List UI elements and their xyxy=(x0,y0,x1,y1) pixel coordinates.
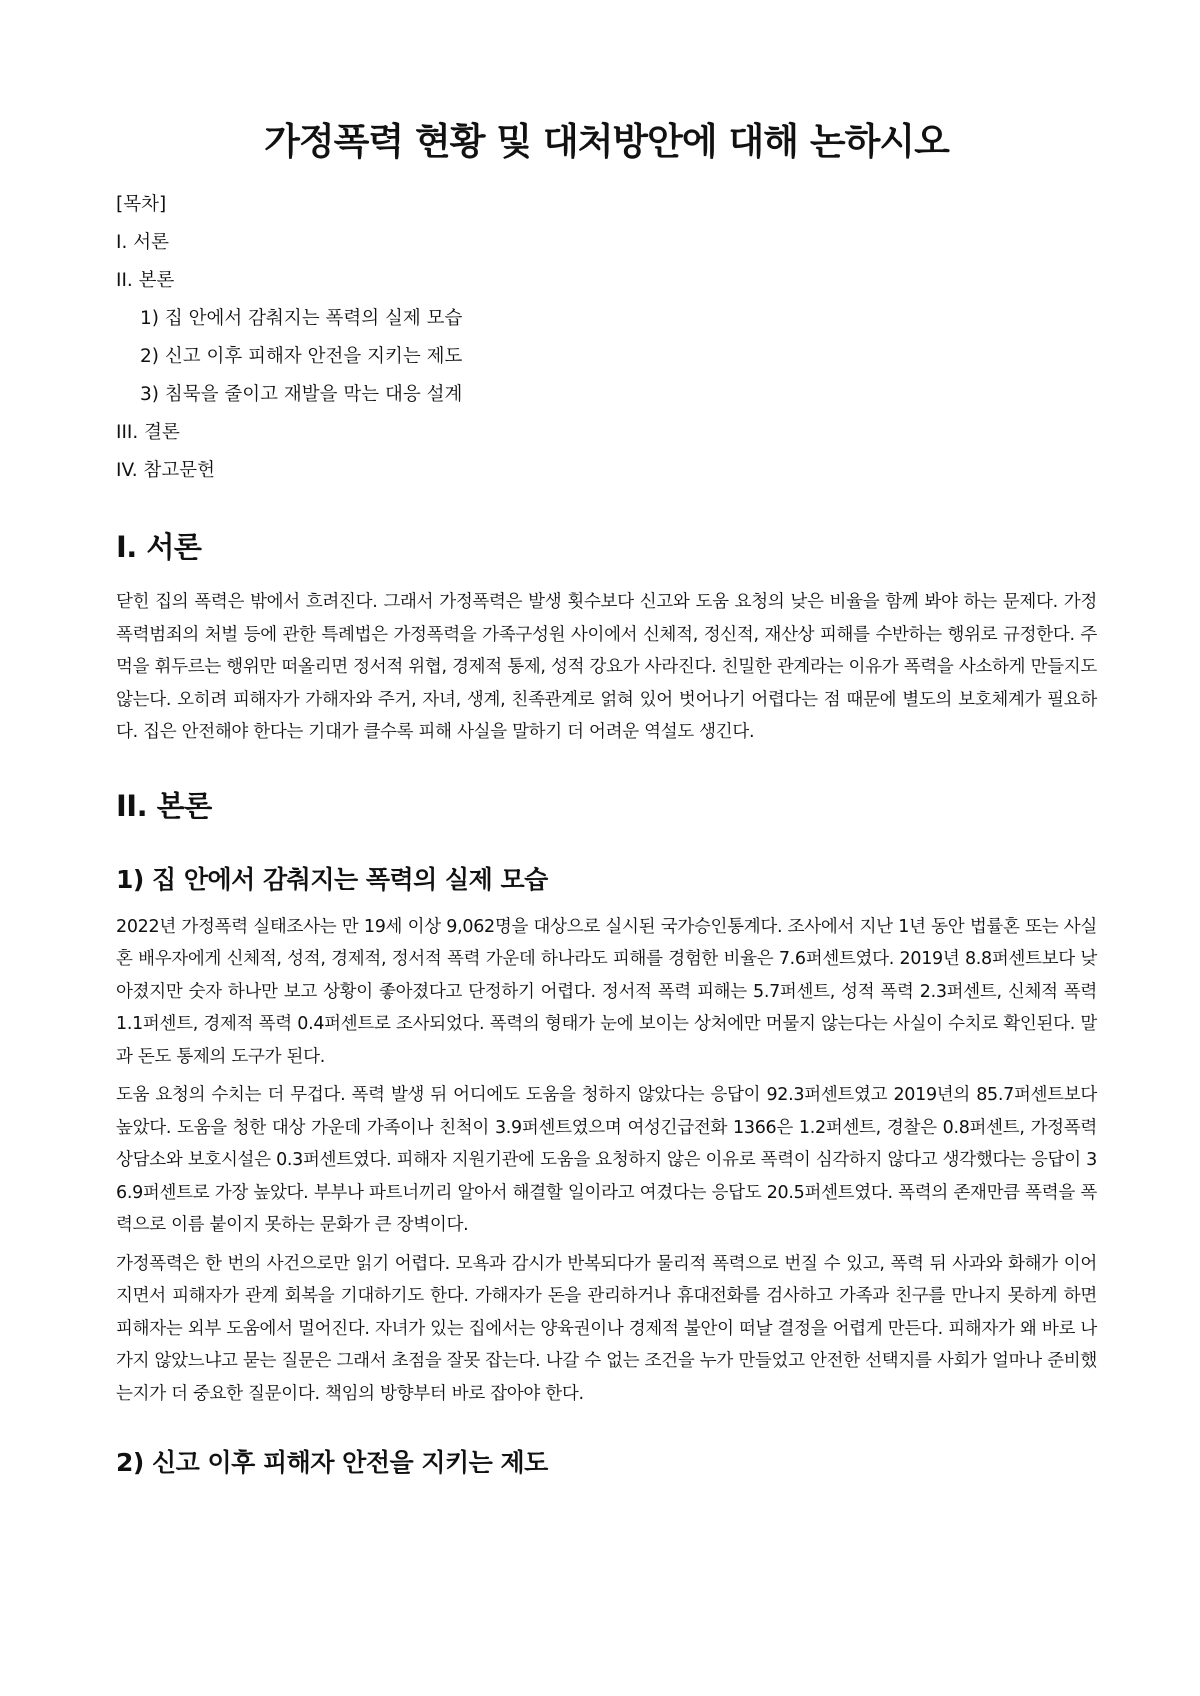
toc-item-intro: I. 서론 xyxy=(116,232,169,253)
body-heading: II. 본론 xyxy=(116,788,212,823)
toc-item-body-2: 2) 신고 이후 피해자 안전을 지키는 제도 xyxy=(140,346,463,367)
toc-item-body-1: 1) 집 안에서 감춰지는 폭력의 실제 모습 xyxy=(140,308,463,329)
toc-item-body: II. 본론 xyxy=(116,270,175,291)
intro-heading: I. 서론 xyxy=(116,530,202,564)
document-title: 가정폭력 현황 및 대처방안에 대해 논하시오 xyxy=(264,120,949,163)
toc-heading: [목차] xyxy=(116,194,167,215)
table-of-contents xyxy=(116,186,1097,490)
section1-paragraph-3: 가정폭력은 한 번의 사건으로만 읽기 어렵다. 모욕과 감시가 반복되다가 물리적 폭력으로 번질 수 있고, 폭력 뒤 사과와 화해가 이어지면서 피해자가 관계 회복을 기대하기도 한다. 가해자가 돈을 관리하거나 휴대전화를 검사하고 가족과 친구를 만나지 못하게 하면 피해자는 외부 도움에서 멀어진다. 자녀가 있는 집에서는 양육권이나 경제적 불안이 떠날 결정을 어렵게 만든다. 피해자가 왜 바로 나가지 않았느냐고 묻는 질문은 그래서 초점을 잘못 잡는다. 나갈 수 없는 조건을 누가 만들었고 안전한 선택지를 사회가 얼마나 준비했는지가 더 중요한 질문이다. 책임의 방향부터 바로 잡아야 한다. xyxy=(116,1253,1097,1404)
toc-item-conclusion: III. 결론 xyxy=(116,422,180,443)
intro-paragraph: 닫힌 집의 폭력은 밖에서 흐려진다. 그래서 가정폭력은 발생 횟수보다 신고와 도움 요청의 낮은 비율을 함께 봐야 하는 문제다. 가정폭력범죄의 처벌 등에 관한 특례법은 가정폭력을 가족구성원 사이에서 신체적, 정신적, 재산상 피해를 수반하는 행위로 규정한다. 주먹을 휘두르는 행위만 떠올리면 정서적 위협, 경제적 통제, 성적 강요가 사라진다. 친밀한 관계라는 이유가 폭력을 사소하게 만들지도 않는다. 오히려 피해자가 가해자와 주거, 자녀, 생계, 친족관계로 얽혀 있어 벗어나기 어렵다는 점 때문에 별도의 보호체계가 필요하다. 집은 안전해야 한다는 기대가 클수록 피해 사실을 말하기 더 어려운 역설도 생긴다. xyxy=(116,592,1097,742)
toc-item-body-3: 3) 침묵을 줄이고 재발을 막는 대응 설계 xyxy=(140,384,463,405)
toc-item-references: IV. 참고문헌 xyxy=(116,460,215,481)
section1-heading: 1) 집 안에서 감춰지는 폭력의 실제 모습 xyxy=(116,864,548,894)
section1-paragraph-1: 2022년 가정폭력 실태조사는 만 19세 이상 9,062명을 대상으로 실시된 국가승인통계다. 조사에서 지난 1년 동안 법률혼 또는 사실혼 배우자에게 신체적, 성적, 경제적, 정서적 폭력 가운데 하나라도 피해를 경험한 비율은 7.6퍼센트였다. 2019년 8.8퍼센트보다 낮아졌지만 숫자 하나만 보고 상황이 좋아졌다고 단정하기 어렵다. 정서적 폭력 피해는 5.7퍼센트, 성적 폭력 2.3퍼센트, 신체적 폭력 1.1퍼센트, 경제적 폭력 0.4퍼센트로 조사되었다. 폭력의 형태가 눈에 보이는 상처에만 머물지 않는다는 사실이 수치로 확인된다. 말과 돈도 통제의 도구가 된다. xyxy=(116,916,1097,1067)
section1-paragraph-2: 도움 요청의 수치는 더 무겁다. 폭력 발생 뒤 어디에도 도움을 청하지 않았다는 응답이 92.3퍼센트였고 2019년의 85.7퍼센트보다 높았다. 도움을 청한 대상 가운데 가족이나 친척이 3.9퍼센트였으며 여성긴급전화 1366은 1.2퍼센트, 경찰은 0.8퍼센트, 가정폭력상담소와 보호시설은 0.3퍼센트였다. 피해자 지원기관에 도움을 요청하지 않은 이유로 폭력이 심각하지 않다고 생각했다는 응답이 36.9퍼센트로 가장 높았다. 부부나 파트너끼리 알아서 해결할 일이라고 여겼다는 응답도 20.5퍼센트였다. 폭력의 존재만큼 폭력을 폭력으로 이름 붙이지 못하는 문화가 큰 장벽이다. xyxy=(116,1085,1097,1235)
section2-heading: 2) 신고 이후 피해자 안전을 지키는 제도 xyxy=(116,1448,548,1477)
